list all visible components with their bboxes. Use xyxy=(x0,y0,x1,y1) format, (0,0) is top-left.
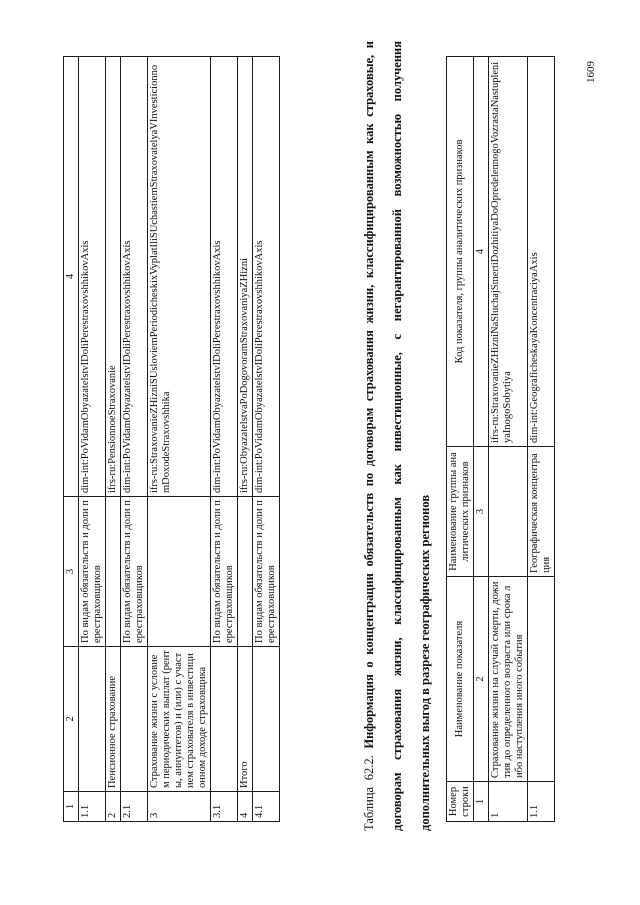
indicator-name xyxy=(79,647,106,792)
group-name xyxy=(489,447,528,577)
indicator-code: dim-int:PoVidamObyazatelstvIDoliPerestraxovshhikovAxis xyxy=(211,57,238,497)
group-name xyxy=(148,497,211,647)
indicator-code: dim-int:PoVidamObyazatelstvIDoliPerestraxovshhikovAxis xyxy=(253,57,280,497)
row-number: 2.1 xyxy=(121,792,148,822)
row-number: 2 xyxy=(106,792,121,822)
row-number: 4.1 xyxy=(253,792,280,822)
header-indicator-code: Код показателя, группы аналитических признаков xyxy=(447,57,474,447)
group-name: По видам обязательств и доли перестраховщиков xyxy=(211,497,238,647)
indicator-name: Страхование жизни с условием периодических выплат (ренты, аннуитетов) и (или) с участием страхователя в инвестиционном доходе страховщика xyxy=(148,647,211,792)
group-name: По видам обязательств и доли перестраховщиков xyxy=(253,497,280,647)
column-number-3: 3 xyxy=(474,447,489,577)
group-name: По видам обязательств и доли перестраховщиков xyxy=(121,497,148,647)
row-number: 1.1 xyxy=(528,782,555,822)
indicator-name: Итого xyxy=(238,647,253,792)
row-number: 3 xyxy=(148,792,211,822)
table-row xyxy=(106,57,121,822)
table-row xyxy=(489,57,528,822)
table-1-header-col-2: 2 xyxy=(64,647,79,792)
indicator-code: dim-int:PoVidamObyazatelstvIDoliPerestraxovshhikovAxis xyxy=(121,57,148,497)
header-row-number: Номер строки xyxy=(447,782,474,822)
indicator-code: dim-int:GeograficheskayaKoncentraciyaAxis xyxy=(528,57,555,447)
table-caption-prefix: Таблица 62.2. xyxy=(362,755,376,831)
group-name xyxy=(238,497,253,647)
group-name: По видам обязательств и доли перестраховщиков xyxy=(79,497,106,647)
header-group-name: Наименование группы аналитических признаков xyxy=(447,447,474,577)
table-caption xyxy=(355,41,439,831)
indicator-name xyxy=(528,577,555,782)
indicator-name xyxy=(121,647,148,792)
table-1-header-col-4: 4 xyxy=(64,57,79,497)
indicator-code: ifrs-ru:ObyazatelstvaPoDogovoramStraxovaniyaZHizni xyxy=(238,57,253,497)
column-number-1: 1 xyxy=(474,782,489,822)
table-1 xyxy=(63,56,280,822)
table-row xyxy=(211,57,238,822)
column-number-4: 4 xyxy=(474,57,489,447)
table-caption-title: Информация о концентрации обязательств по договорам страхования жизни, классифицированным как страховые, и договорам страхования жизни, классифицированным как инвестиционные, с негарантированной возможностью получения дополнительных выгод в разрезе географических регионов xyxy=(362,41,432,831)
indicator-code: ifrs-ru:StraxovanieZHizniSUsloviemPeriodicheskixVyplatIliSUchastiemStraxovatelyaVInvesticionnomDoxodeStraxovshhika xyxy=(148,57,211,497)
row-number: 3.1 xyxy=(211,792,238,822)
group-name: Географическая концентрация xyxy=(528,447,555,577)
indicator-name: Пенсионное страхование xyxy=(106,647,121,792)
indicator-name xyxy=(253,647,280,792)
table-row xyxy=(238,57,253,822)
table-1-header-row xyxy=(64,57,79,822)
table-row xyxy=(121,57,148,822)
table-row xyxy=(528,57,555,822)
table-row xyxy=(79,57,106,822)
row-number: 1.1 xyxy=(79,792,106,822)
page-number: 1609 xyxy=(585,61,597,83)
row-number: 4 xyxy=(238,792,253,822)
table-row xyxy=(148,57,211,822)
table-2 xyxy=(446,56,555,822)
header-indicator-name: Наименование показателя xyxy=(447,577,474,782)
row-number: 1 xyxy=(489,782,528,822)
table-2-column-numbers-row xyxy=(474,57,489,822)
indicator-name: Страхование жизни на случай смерти, дожития до определенного возраста или срока либо наступления иного события xyxy=(489,577,528,782)
group-name xyxy=(106,497,121,647)
indicator-code: dim-int:PoVidamObyazatelstvIDoliPerestraxovshhikovAxis xyxy=(79,57,106,497)
table-1-header-col-3: 3 xyxy=(64,497,79,647)
indicator-code: ifrs-ru:StraxovanieZHizniNaSluchajSmertiDozhitiyaDoOpredelennogoVozrastaNastupleniyaInogoSobytiya xyxy=(489,57,528,447)
table-2-header-row xyxy=(447,57,474,822)
column-number-2: 2 xyxy=(474,577,489,782)
indicator-name xyxy=(211,647,238,792)
indicator-code: ifrs-ru:PensionnoeStraxovanie xyxy=(106,57,121,497)
table-1-header-col-1: 1 xyxy=(64,792,79,822)
table-row xyxy=(253,57,280,822)
